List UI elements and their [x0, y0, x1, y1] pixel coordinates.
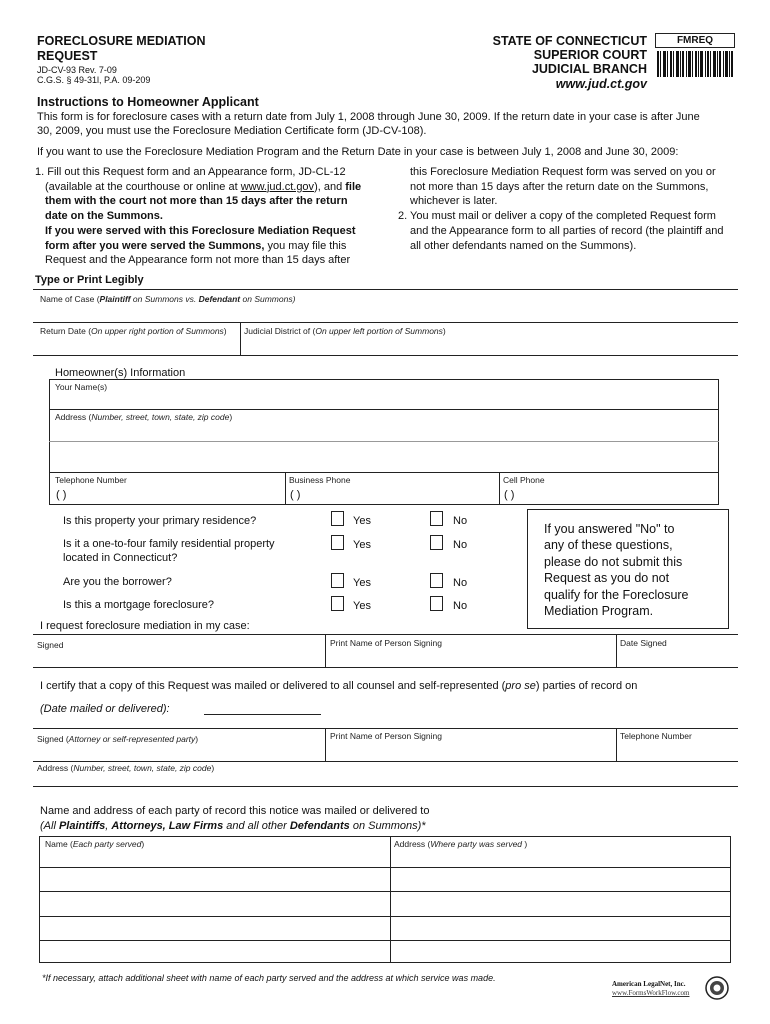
yes-label: Yes	[353, 577, 371, 589]
step1-line5: If you were served with this Foreclosure Mediation Request	[45, 224, 356, 237]
party-address-cells[interactable]	[391, 850, 730, 962]
instructions-heading: Instructions to Homeowner Applicant	[37, 95, 259, 109]
publisher-site[interactable]: www.FormsWorkFlow.com	[612, 989, 690, 997]
step1-line3: them with the court not more than 15 days after the return	[45, 195, 348, 208]
question-borrower: Are you the borrower?	[63, 576, 172, 588]
notice-line: please do not submit this	[544, 554, 683, 569]
step2-line1: 2. You must mail or deliver a copy of the completed Request form	[398, 210, 716, 223]
divider	[285, 472, 286, 505]
signature-field[interactable]	[33, 635, 324, 667]
divider	[33, 786, 738, 787]
parties-heading: Name and address of each party of record this notice was mailed or delivered to	[40, 805, 430, 817]
no-checkbox[interactable]	[430, 573, 443, 588]
judicial-district-label: Judicial District of (On upper left portion of Summons)	[244, 326, 446, 336]
request-statement: I request foreclosure mediation in my case:	[40, 620, 250, 632]
homeowner-address-label: Address (Number, street, town, state, zip code)	[55, 412, 233, 422]
party-address-column-header: Address (Where party was served )	[394, 839, 528, 849]
question-mortgage-foreclosure: Is this a mortgage foreclosure?	[63, 599, 215, 611]
yes-checkbox[interactable]	[331, 535, 344, 550]
certify-address-label: Address (Number, street, town, state, zip code)	[37, 763, 215, 773]
court-website: www.jud.ct.gov	[555, 77, 647, 91]
question-one-to-four-family-cont: located in Connecticut?	[63, 552, 178, 564]
question-one-to-four-family: Is it a one-to-four family residential property	[63, 538, 275, 550]
notice-box	[527, 509, 729, 629]
step1-cont-line2: not more than 15 days after the return date on the Summons,	[410, 180, 709, 193]
yes-checkbox[interactable]	[331, 573, 344, 588]
no-label: No	[453, 577, 468, 589]
yes-label: Yes	[353, 539, 371, 551]
instructions-para1-line1: This form is for foreclosure cases with a return date from July 1, 2008 through June 30, 2009. If the return date in your case is after June	[37, 111, 700, 123]
step1-line2: (available at the courthouse or online at www.jud.ct.gov), and file	[45, 180, 362, 193]
form-title-line1: FORECLOSURE MEDIATION	[37, 34, 206, 48]
divider	[49, 441, 719, 442]
step1-line1: 1. Fill out this Request form and an Appearance form, JD-CL-12	[35, 166, 346, 178]
case-name-field[interactable]	[33, 291, 738, 322]
instructions-step2	[398, 165, 743, 253]
instructions-para2: If you want to use the Foreclosure Mediation Program and the Return Date in your case is between July 1, 2008 and June 30, 2009:	[37, 146, 679, 158]
form-code: FMREQ	[676, 35, 714, 46]
yes-label: Yes	[353, 600, 371, 612]
court-name: SUPERIOR COURT	[533, 48, 647, 62]
step1-cont-line3: whichever is later.	[410, 195, 498, 208]
party-name-column-header: Name (Each party served)	[45, 839, 145, 849]
step2-line3: all other defendants named on the Summons).	[410, 239, 637, 252]
telephone-field[interactable]: ( )	[56, 489, 67, 501]
no-label: No	[453, 515, 468, 527]
your-names-label: Your Name(s)	[55, 382, 108, 392]
certify-signed-label: Signed (Attorney or self-represented party)	[37, 734, 199, 744]
step1-line7: Request and the Appearance form not more than 15 days after	[45, 254, 351, 267]
yes-checkbox[interactable]	[331, 511, 344, 526]
cell-phone-field[interactable]: ( )	[504, 489, 515, 501]
no-checkbox[interactable]	[430, 511, 443, 526]
date-mailed-field[interactable]	[204, 714, 321, 715]
certify-telephone-field[interactable]	[617, 729, 738, 761]
return-date-field[interactable]	[33, 323, 240, 355]
no-label: No	[453, 600, 468, 612]
divider	[33, 289, 738, 290]
type-legibly-heading: Type or Print Legibly	[35, 274, 144, 286]
jud-website-link[interactable]: www.jud.ct.gov	[240, 180, 315, 193]
certify-statement: I certify that a copy of this Request was mailed or delivered to all counsel and self-represented (pro se) parties of record on	[40, 680, 638, 692]
date-mailed-label: (Date mailed or delivered):	[40, 703, 170, 715]
no-checkbox[interactable]	[430, 596, 443, 611]
no-label: No	[453, 539, 468, 551]
certify-telephone-label: Telephone Number	[620, 731, 692, 741]
step1-line6: form after you were served the Summons, you may file this	[45, 239, 347, 252]
telephone-label: Telephone Number	[55, 475, 127, 485]
barcode-icon	[657, 51, 734, 77]
notice-line: Request as you do not	[544, 571, 670, 586]
publisher-name: American LegalNet, Inc.	[612, 980, 686, 988]
case-name-label: Name of Case (Plaintiff on Summons vs. Defendant on Summons)	[40, 294, 296, 304]
notice-line: qualify for the Foreclosure	[544, 587, 689, 602]
publisher-logo-icon	[705, 976, 729, 1000]
notice-line: any of these questions,	[544, 538, 673, 553]
your-names-field[interactable]	[50, 380, 718, 409]
certify-print-name-label: Print Name of Person Signing	[330, 731, 442, 741]
party-name-cells[interactable]	[40, 850, 389, 962]
certify-address-field[interactable]	[33, 762, 738, 786]
divider	[499, 472, 500, 505]
instructions-step1	[35, 165, 395, 268]
divider	[33, 667, 738, 668]
form-title-line2: REQUEST	[37, 49, 98, 63]
date-signed-label: Date Signed	[620, 638, 667, 648]
divider	[33, 355, 738, 356]
business-phone-field[interactable]: ( )	[290, 489, 301, 501]
signed-label: Signed	[37, 640, 64, 650]
step1-cont-line1: this Foreclosure Mediation Request form was served on you or	[410, 166, 716, 178]
print-name-label: Print Name of Person Signing	[330, 638, 442, 648]
homeowner-heading: Homeowner(s) Information	[55, 367, 186, 379]
branch-name: JUDICIAL BRANCH	[531, 62, 647, 76]
yes-checkbox[interactable]	[331, 596, 344, 611]
certify-signature-field[interactable]	[33, 729, 324, 761]
footnote: *If necessary, attach additional sheet with name of each party served and the address at which service was made.	[42, 973, 496, 983]
certify-print-name-field[interactable]	[326, 729, 615, 761]
business-phone-label: Business Phone	[289, 475, 351, 485]
print-name-field[interactable]	[326, 635, 615, 667]
yes-label: Yes	[353, 515, 371, 527]
return-date-label: Return Date (On upper right portion of Summons)	[40, 326, 227, 336]
notice-line: Mediation Program.	[544, 604, 654, 619]
step1-line4: date on the Summons.	[45, 210, 163, 223]
date-signed-field[interactable]	[617, 635, 738, 667]
divider	[49, 472, 719, 473]
statute-reference: C.G.S. § 49-31l, P.A. 09-209	[37, 75, 151, 85]
parties-subheading: (All Plaintiffs, Attorneys, Law Firms and all other Defendants on Summons)*	[40, 820, 426, 832]
form-code-box	[655, 33, 735, 48]
notice-line: If you answered "No" to	[544, 522, 675, 536]
instructions-para1-line2: 30, 2009, you must use the Foreclosure Mediation Certificate form (JD-CV-108).	[37, 125, 427, 137]
step2-line2: and the Appearance form to all parties of record (the plaintiff and	[410, 224, 724, 237]
no-checkbox[interactable]	[430, 535, 443, 550]
cell-phone-label: Cell Phone	[503, 475, 545, 485]
question-primary-residence: Is this property your primary residence?	[63, 515, 257, 527]
form-number: JD-CV-93 Rev. 7-09	[37, 65, 117, 75]
state-name: STATE OF CONNECTICUT	[492, 34, 647, 48]
judicial-district-field[interactable]	[241, 323, 738, 355]
